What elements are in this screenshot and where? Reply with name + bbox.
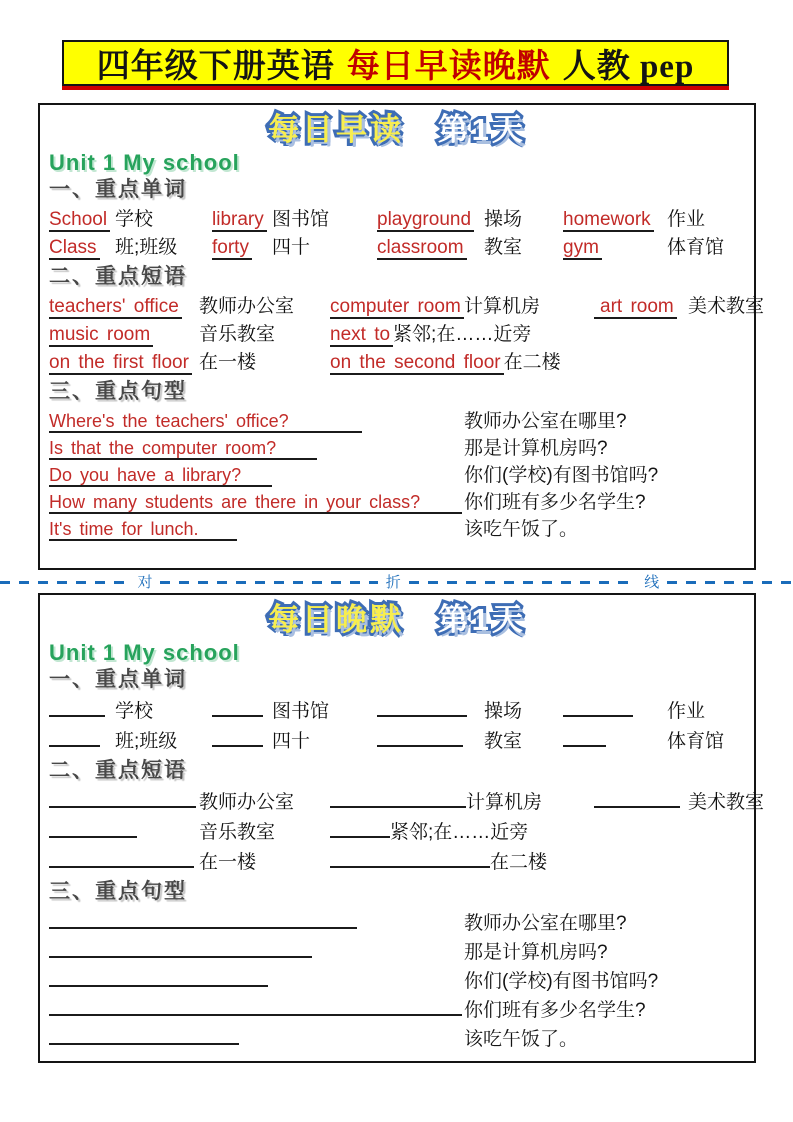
sentence-zh: 那是计算机房吗? [464,438,608,459]
morning-section-phrases-heading: 二、重点短语 [49,265,187,288]
evening-phrases-row [49,847,745,877]
sentence-en: Where's the teachers' office? [49,408,464,435]
sentence-zh: 你们班有多少名学生? [464,492,646,513]
sentence-zh: 你们班有多少名学生? [464,1000,646,1021]
word-zh: 教室 [484,237,523,258]
evening-sentence-row [49,966,745,995]
sentence-zh: 教师办公室在哪里? [464,411,627,432]
fold-char: 折 [385,574,401,591]
fold-char: 对 [137,574,153,591]
word-blank [377,696,484,726]
morning-words-grid [49,206,745,262]
sentence-en: It's time for lunch. [49,516,464,543]
evening-title-day: 第1天 [437,602,526,637]
word-zh: 操场 [484,209,523,230]
phrase-item: next to 紧邻;在……近旁 [330,324,532,345]
phrase-blank-item: 在一楼 [49,847,330,877]
evening-section-sentences-heading: 三、重点句型 [49,880,187,903]
morning-sentence-row [49,462,745,489]
word-en: School [49,206,115,234]
word-en: classroom [377,234,484,262]
phrase-item: art room 美术教室 [594,293,764,321]
evening-dictation-sheet [38,593,765,1063]
word-zh: 作业 [667,701,706,722]
morning-title-day: 第1天 [437,112,526,147]
phrase-item: teachers' office 教师办公室 [49,296,295,317]
word-en: playground [377,206,484,234]
morning-sentence-row [49,435,745,462]
word-zh: 班;班级 [115,731,178,752]
word-blank [212,696,272,726]
phrase-blank-item: 在二楼 [330,847,594,877]
word-blank [377,726,484,756]
page-banner [62,40,729,86]
word-en: library [212,206,272,234]
word-blank [212,726,272,756]
evening-phrases-row [49,787,765,817]
sentence-blank [49,908,464,937]
word-zh: 图书馆 [272,701,330,722]
word-zh: 四十 [272,731,311,752]
phrase-blank-item: 音乐教室 [49,817,330,847]
evening-title-text: 每日晚默 [268,602,405,637]
fold-dash-segment [0,581,129,584]
evening-phrases-row [49,817,745,847]
phrase-item: on the first floor 在一楼 [49,352,257,373]
evening-sentence-row [49,1024,745,1053]
evening-unit-title: Unit 1 My school [49,640,240,665]
fold-line [0,574,793,591]
sentence-zh: 该吃午饭了。 [464,519,579,540]
word-zh: 体育馆 [667,731,725,752]
morning-section-sentences-heading: 三、重点句型 [49,380,187,403]
phrase-blank-item: 紧邻;在……近旁 [330,817,594,847]
morning-sentence-row [49,408,745,435]
word-zh: 操场 [484,701,523,722]
phrase-blank-item: 计算机房 [330,787,594,817]
evening-sentence-row [49,995,745,1024]
morning-title-text: 每日早读 [268,112,405,147]
evening-section-phrases-heading: 二、重点短语 [49,759,187,782]
sentence-zh: 该吃午饭了。 [464,1029,579,1050]
sentence-zh: 那是计算机房吗? [464,942,608,963]
sentence-blank [49,1024,464,1053]
evening-sentence-row [49,908,745,937]
sentence-zh: 你们(学校)有图书馆吗? [464,465,659,486]
sentence-en: How many students are there in your class? [49,489,464,516]
morning-phrases-row [49,349,745,377]
morning-unit-title: Unit 1 My school [49,150,240,175]
morning-sentence-row [49,489,745,516]
morning-section-words-heading: 一、重点单词 [49,178,187,201]
evening-section-words-heading: 一、重点单词 [49,668,187,691]
sentence-en: Do you have a library? [49,462,464,489]
word-en: homework [563,206,667,234]
word-zh: 学校 [115,209,154,230]
fold-dash-segment [667,581,793,584]
banner-highlight-text: 每日早读晚默 [346,48,551,85]
sentence-zh: 你们(学校)有图书馆吗? [464,971,659,992]
word-en: forty [212,234,272,262]
word-zh: 班;班级 [115,237,178,258]
sentence-blank [49,966,464,995]
fold-char: 线 [644,574,660,591]
word-zh: 图书馆 [272,209,330,230]
word-zh: 体育馆 [667,237,725,258]
sentence-blank [49,995,464,1024]
word-zh: 教室 [484,731,523,752]
evening-sheet-title [49,602,745,638]
word-zh: 四十 [272,237,311,258]
word-blank [563,726,667,756]
sentence-zh: 教师办公室在哪里? [464,913,627,934]
evening-words-grid [49,696,745,756]
morning-reading-sheet [38,103,765,570]
morning-sheet-title [49,112,745,148]
sentence-en: Is that the computer room? [49,435,464,462]
fold-dash-segment [409,581,636,584]
word-zh: 作业 [667,209,706,230]
word-zh: 学校 [115,701,154,722]
word-blank [49,726,115,756]
word-en: Class [49,234,115,262]
word-blank [49,696,115,726]
banner-publisher-text: 人教 pep [562,48,695,85]
morning-phrases-row [49,293,765,321]
fold-dash-segment [160,581,377,584]
evening-sentence-row [49,937,745,966]
phrase-item: on the second floor 在二楼 [330,352,561,373]
sentence-blank [49,937,464,966]
phrase-item: computer room 计算机房 [330,296,541,317]
morning-sentence-row [49,516,745,543]
word-en: gym [563,234,667,262]
banner-grade-text: 四年级下册英语 [96,48,335,85]
morning-phrases-row [49,321,745,349]
word-blank [563,696,667,726]
phrase-blank-item: 美术教室 [594,787,764,817]
phrase-blank-item: 教师办公室 [49,787,330,817]
phrase-item: music room 音乐教室 [49,324,276,345]
